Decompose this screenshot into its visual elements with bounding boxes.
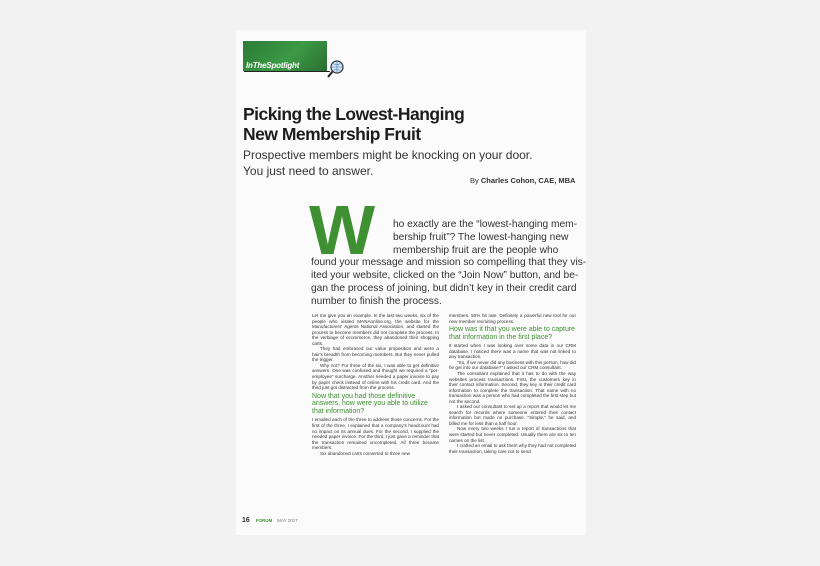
body-paragraph: Why not? For three of the six, I was able to get definitive answers. One was confused and thought we required a “per-employee” surcharge. Another needed a paper invoice to pay by paper check instead of online with his credit card. And the third just got distracted from the process. [312, 362, 439, 391]
headline-line-1: Picking the Lowest-Hanging [243, 104, 465, 124]
globe-magnifier-icon [326, 59, 346, 79]
intro-line: found your message and mission so compelling that they vis- [311, 257, 587, 269]
body-paragraph: Let me give you an example. In the last two weeks, six of the people who visited MANAonline.org, the website for the Manufacturers' Agents National Association, and started the process to become members did not complete the process. In the verbiage of ecommerce, they abandoned their shopping carts. [312, 313, 439, 346]
intro-line: number to finish the process. [311, 295, 442, 307]
section-badge-label: InTheSpotlight [246, 61, 300, 70]
body-paragraph: I crafted an email to ask them why they had not completed their transaction, taking care not to send [449, 443, 576, 454]
intro-line: bership fruit”? The lowest-hanging new [393, 231, 569, 243]
article-headline [243, 104, 583, 144]
body-paragraph: members. 50% hit rate. Definitely a powerful new tool for our new member recruiting process. [449, 313, 576, 324]
issue-date: MAY 2017 [277, 518, 298, 523]
body-paragraph: They had embraced our value proposition and were a hair's breadth from becoming members. But they never pulled the trigger. [312, 346, 439, 363]
body-paragraph: “So, if we never did any business with this person, how did he get into our database?” I asked our CRM consultant. [449, 359, 576, 371]
drop-cap: W [309, 191, 372, 269]
body-paragraph: It started when I was looking over some data in our CRM database. I noticed there was a name that was not linked to any transaction. [449, 343, 576, 360]
intro-line: ho exactly are the “lowest-hanging mem- [393, 219, 578, 230]
body-paragraph: I asked our consultant to set up a report that would let me search for records where someone entered their contact information but made no purchase. “Simple,” he said, and billed me for less than a half hour. [449, 404, 576, 426]
body-column-1 [312, 313, 439, 456]
byline-author: Charles Cohon, CAE, MBA [480, 176, 576, 185]
body-column-2 [449, 313, 576, 454]
intro-paragraph [311, 219, 587, 309]
body-paragraph: I emailed each of the three to address those concerns. For the first of the three, I explained that a company's headcount had no impact on its annual dues. For the second, I supplied the needed paper invoice. For the third, I just gave a reminder that the transaction remained uncompleted. All three became members. [312, 417, 439, 451]
intro-line: ited your website, clicked on the “Join Now” button, and be- [311, 270, 579, 282]
deck-line-2: You just need to answer. [243, 164, 374, 178]
article-deck [243, 147, 583, 179]
subheading: Now that you had those definitive answers, how were you able to utilize that information? [312, 392, 428, 415]
magazine-name: FORUM [255, 518, 273, 523]
section-badge-rule [244, 71, 330, 72]
body-paragraph: Six abandoned carts converted to three new [320, 450, 410, 456]
byline [470, 176, 575, 185]
body-paragraph: Now every two weeks I run a report of transactions that were started but never completed. Usually there are six to ten names on the list. [449, 426, 576, 443]
page-footer [242, 517, 298, 524]
intro-line: membership fruit are the people who [393, 244, 559, 256]
subheading: How was it that you were able to capture that information in the first place? [449, 326, 576, 341]
page-number: 16 [242, 517, 250, 524]
deck-line-1: Prospective members might be knocking on your door. [243, 148, 533, 162]
byline-prefix: By [470, 176, 479, 185]
body-paragraph: The consultant explained that it has to do with the way websites process transactions. First, the customers key in their contact information. Second, they key in their credit card information to complete the transaction. That name with no transaction was a person who had completed the first step but not the second. [449, 371, 576, 404]
intro-line: gan the process of joining, but didn’t key in their credit card [311, 282, 577, 294]
headline-line-2: New Membership Fruit [243, 124, 421, 144]
